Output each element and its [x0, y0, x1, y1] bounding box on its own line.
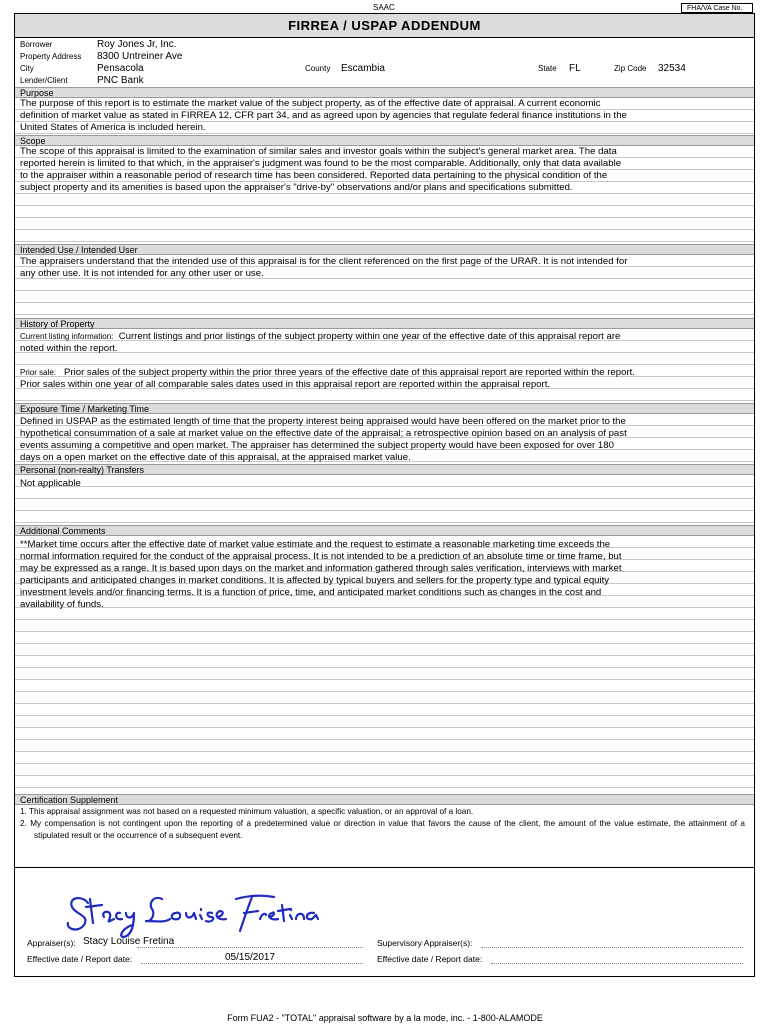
city-label: City [20, 64, 34, 73]
appraiser-signature [60, 885, 320, 940]
personal-transfers-text [20, 478, 749, 490]
purpose-line: United States of America is included herein. [20, 122, 206, 133]
effective-date-label: Effective date / Report date: [27, 954, 133, 964]
certification-item: 1. This appraisal assignment was not based on a requested minimum valuation, a specific valuation, or an approval of a loan. [20, 807, 474, 816]
intended-use-line: The appraisers understand that the intended use of this appraisal is for the client referenced on the first page of the URAR. It is not intended for [20, 256, 628, 267]
form-footer: Form FUA2 - "TOTAL" appraisal software by a la mode, inc. - 1-800-ALAMODE [227, 1013, 543, 1023]
scope-body[interactable] [15, 146, 754, 242]
lender-value[interactable]: PNC Bank [97, 75, 144, 86]
zip-label: Zip Code [614, 64, 647, 73]
comments-line: normal information required for the conduct of the appraisal process. It is not intended to be a prediction of an absolute time or time frame, but [20, 551, 622, 562]
additional-comments-body[interactable] [15, 536, 754, 792]
purpose-header: Purpose [15, 87, 754, 98]
scope-header: Scope [15, 135, 754, 146]
zip-value[interactable]: 32534 [658, 63, 686, 74]
additional-comments-text [20, 539, 749, 611]
intended-use-line: any other use. It is not intended for any other user or use. [20, 268, 264, 279]
exposure-body[interactable] [15, 414, 754, 463]
comments-line: **Market time occurs after the effective date of market value estimate and the request to estimate a reasonable marketing time exceeds the [20, 539, 611, 550]
intended-use-text [20, 256, 749, 280]
history-body[interactable] [15, 329, 754, 401]
purpose-line: definition of market value as stated in FIRREA 12, CFR part 34, and as agreed upon by agencies that regulate federal finance institutions in the [20, 110, 627, 121]
appraiser-line [137, 947, 363, 948]
case-number-box[interactable] [681, 3, 753, 13]
personal-transfers-header: Personal (non-realty) Transfers [15, 464, 754, 475]
purpose-text [20, 98, 749, 134]
history-current-line: noted within the report. [20, 343, 118, 354]
prior-sale-label: Prior sale: [20, 368, 57, 377]
comments-line: availability of funds. [20, 599, 104, 610]
county-value[interactable]: Escambia [341, 63, 385, 74]
scope-line: reported herein is limited to that which, in the appraiser's judgment was found to be the most comparable. Additionally, only that data available [20, 158, 622, 169]
additional-comments-header: Additional Comments [15, 525, 754, 536]
personal-transfers-line: Not applicable [20, 478, 81, 489]
effective-date-value[interactable]: 05/15/2017 [225, 952, 276, 963]
exposure-text [20, 416, 749, 464]
appraiser-label: Appraiser(s): [27, 938, 76, 948]
comments-line: may be expressed as a range. It is based upon days on the market and information gathered through sales verification, interviews with market [20, 563, 622, 574]
supervisory-effective-date-line[interactable] [491, 963, 743, 964]
history-prior-line: Prior sales within one year of all comparable sales dates used in this appraisal report are reported within the appraisal report. [20, 379, 551, 390]
intended-use-header: Intended Use / Intended User [15, 244, 754, 255]
certification-text [20, 806, 745, 842]
scope-line: to the appraiser within a reasonable period of research time has been considered. Reported data pertaining to the physical condition of the [20, 170, 608, 181]
city-row [15, 63, 754, 75]
supervisory-effective-date-label: Effective date / Report date: [377, 954, 483, 964]
property-address-value[interactable]: 8300 Untreiner Ave [97, 51, 183, 62]
exposure-line: events assuming a competitive and open market. The appraiser has determined the subject property would have been exposed for over 180 [20, 440, 614, 451]
addendum-form [14, 13, 755, 977]
effective-date-line [141, 963, 363, 964]
case-number-label: FHA/VA Case No. [687, 5, 743, 12]
certification-item: 2. My compensation is not contingent upon the reporting of a predetermined value or direction in value that favors the cause of the client, the amount of the value estimate, the attainment of a stipulated result or the occurrence of a subsequent event. [20, 819, 745, 840]
certification-header: Certification Supplement [15, 794, 754, 805]
scope-line: subject property and its amenities is based upon the appraiser's "drive-by" observations and/or plans and specifications submitted. [20, 182, 573, 193]
comments-line: investment levels and/or financing terms. It is a function of price, time, and anticipated market conditions such as changes in the cost and [20, 587, 602, 598]
borrower-label: Borrower [20, 40, 53, 49]
lender-label: Lender/Client [20, 76, 68, 85]
lender-row [15, 75, 754, 87]
intended-use-body[interactable] [15, 255, 754, 317]
property-address-label: Property Address [20, 52, 82, 61]
purpose-body[interactable] [15, 98, 754, 134]
exposure-line: Defined in USPAP as the estimated length of time that the property interest being appraised would have been offered on the market prior to the [20, 416, 626, 427]
state-label: State [538, 64, 557, 73]
exposure-line: days on a open market on the effective date of this appraisal, at the appraised market value. [20, 452, 411, 463]
supervisory-appraiser-line[interactable] [481, 947, 743, 948]
personal-transfers-body[interactable] [15, 475, 754, 524]
property-address-row [15, 51, 754, 63]
comments-line: participants and anticipated changes in market conditions. It is affected by typical buyers and sellers for the property type and typical equity [20, 575, 610, 586]
exposure-header: Exposure Time / Marketing Time [15, 403, 754, 414]
appraiser-name[interactable]: Stacy Louise Fretina [83, 936, 175, 947]
supervisory-appraiser-label: Supervisory Appraiser(s): [377, 938, 473, 948]
current-listing-label: Current listing information: [20, 332, 114, 341]
city-value[interactable]: Pensacola [97, 63, 144, 74]
history-current-text [20, 331, 749, 355]
county-label: County [305, 64, 331, 73]
form-code-label: SAAC [373, 3, 395, 12]
borrower-row [15, 39, 754, 51]
history-current-line: Current listing information: Current listings and prior listings of the subject property within one year of the effective date of this appraisal report are [20, 331, 621, 342]
state-value[interactable]: FL [569, 63, 581, 74]
history-prior-line: Prior sale: Prior sales of the subject property within the prior three years of the effective date of this appraisal report are reported within the report. [20, 367, 635, 378]
signature-divider [15, 867, 754, 868]
purpose-line: The purpose of this report is to estimate the market value of the subject property, as of the effective date of appraisal. A current economic [20, 98, 601, 109]
history-header: History of Property [15, 318, 754, 329]
form-title: FIRREA / USPAP ADDENDUM [15, 14, 754, 38]
scope-text [20, 146, 749, 194]
scope-line: The scope of this appraisal is limited to the examination of similar sales and investor goals within the subject's general market area. The data [20, 146, 617, 157]
borrower-value[interactable]: Roy Jones Jr, Inc. [97, 39, 177, 50]
exposure-line: hypothetical consummation of a sale at market value on the effective date of the appraisal; a retrospective opinion based on an analysis of past [20, 428, 627, 439]
history-prior-text [20, 367, 749, 391]
